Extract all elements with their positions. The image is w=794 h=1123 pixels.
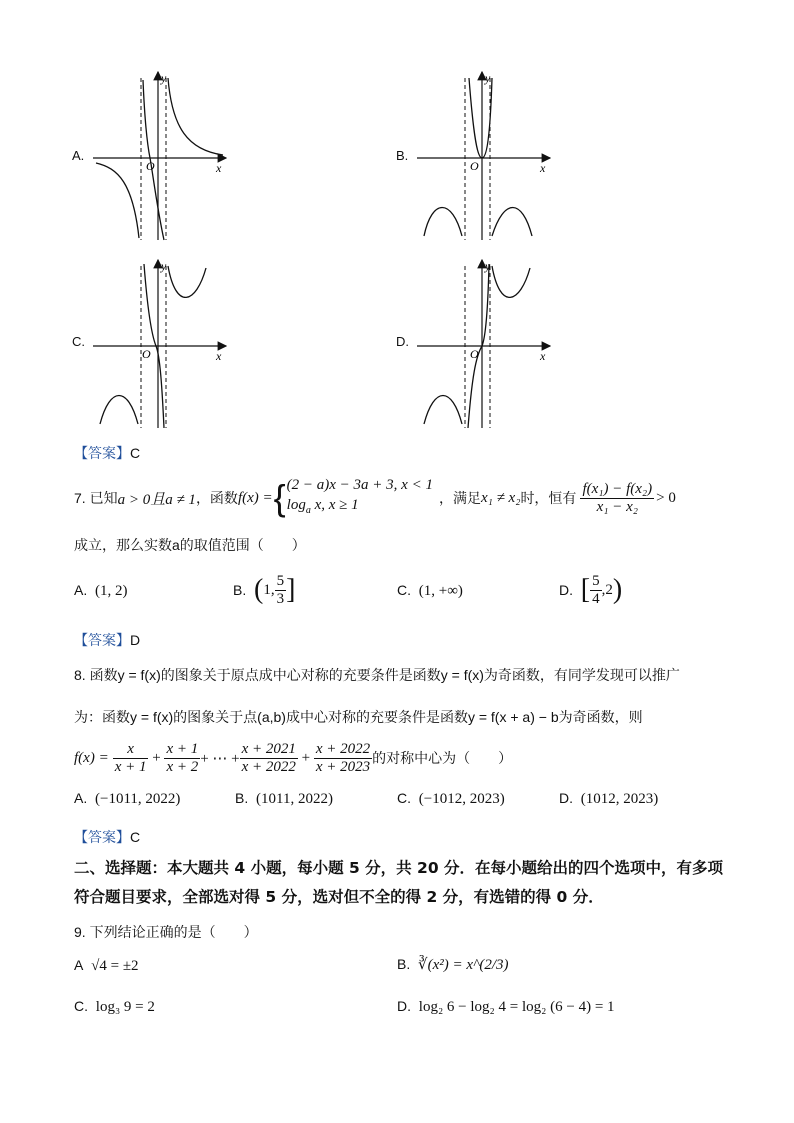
section-2-header: 二、选择题：本大题共 4 小题，每小题 5 分，共 20 分．在每小题给出的四个选项中，有多项 符合题目要求，全部选对得 5 分，选对但不全的得 2 分，有选错的得 0 分． [74, 859, 724, 906]
q8-function: f(x) = $\frac{x}{x + 1}$ + $\frac{x + 1}{x + 2}$ + ⋯ + $\frac{x + 2021}{x + 2022}$ + $\frac{x + 2022}{x + 2023}$ 的对称中心为（ ） [74, 740, 513, 775]
q8-option-b: B. (1011, 2022) [235, 790, 333, 807]
curve-right-branch [492, 208, 532, 237]
curve-middle-branch [469, 78, 492, 158]
x-label: x [540, 349, 546, 363]
curve-right-branch [168, 78, 223, 155]
curve-left-branch [424, 208, 462, 237]
graph-b [412, 68, 562, 243]
x-label: x [216, 349, 222, 363]
q7-text: ，满足 [438, 490, 481, 506]
q6-answer [74, 443, 140, 463]
q7-stem-line2: 成立，那么实数a的取值范围（ ） [74, 537, 306, 553]
q8-option-c: C. (−1012, 2023) [397, 790, 505, 807]
piecewise-function [287, 475, 433, 521]
question-number: 7. [74, 490, 86, 506]
q8-stem-line1: 8. 函数y = f(x)的图象关于原点成中心对称的充要条件是函数y = f(x)为奇函数，有同学发现可以推广 [74, 667, 680, 683]
y-label: y [485, 259, 491, 273]
q7-option-c: C. (1, +∞) [397, 582, 463, 599]
x-label: x [540, 161, 546, 175]
q7-option-a: A. (1, 2) [74, 582, 128, 599]
q7-stem [74, 478, 676, 518]
q7-function-name: f(x) = [237, 489, 273, 506]
graph-d [412, 256, 562, 431]
q8-option-d: D. (1012, 2023) [559, 790, 659, 807]
origin-label: O [470, 159, 479, 173]
fraction-numerator: f(x₁) − f(x₂) [582, 480, 653, 497]
curve-right-branch [168, 266, 206, 297]
answer-value: C [130, 445, 141, 461]
graph-a [88, 68, 238, 243]
q7-option-d: D. [ $\frac{5}{4}$ ,2 ) [559, 572, 623, 607]
origin-label: O [142, 347, 151, 361]
fraction-denominator: x₁ − x₂ [596, 498, 638, 515]
answer-label: 【答案】 [74, 445, 130, 461]
q9-stem: 9. 下列结论正确的是（ ） [74, 924, 258, 940]
curve-left-branch [100, 396, 138, 425]
q7-answer: 【答案】D [74, 632, 141, 648]
graph-option-b-label: B. [396, 148, 409, 163]
q7-text: 时，恒有 [520, 490, 577, 506]
q9-option-d: D. log₂ 6 − log₂ 4 = log₂ (6 − 4) = 1 [397, 998, 615, 1015]
q7-condition-2: x₁ ≠ x₂ [480, 489, 521, 506]
q9-option-c: C. log₃ 9 = 2 [74, 998, 155, 1015]
piece-2: $\log_a x$, x ≥ 1 [286, 497, 359, 516]
q9-option-b: B. ∛(x²) = x^(2/3) [397, 956, 509, 973]
x-label: x [216, 161, 222, 175]
bracket-close-icon: ) [612, 574, 623, 605]
q7-option-b: B. ( 1, $\frac{5}{3}$ ] [233, 572, 296, 607]
y-label: y [161, 259, 167, 273]
q7-text: 已知 [89, 490, 118, 506]
q8-answer: 【答案】C [74, 829, 141, 845]
q7-condition: a > 0且a ≠ 1 [117, 491, 196, 508]
graph-option-a-label: A. [72, 148, 85, 163]
bracket-open-icon: [ [580, 574, 591, 605]
origin-label: O [470, 347, 479, 361]
q8-stem-line2: 为：函数y = f(x)的图象关于点(a,b)成中心对称的充要条件是函数y = f(x + a) − b为奇函数，则 [74, 709, 643, 725]
bracket-close-icon: ] [286, 574, 296, 605]
q7-fraction [580, 481, 654, 516]
origin-label: O [146, 159, 155, 173]
graph-option-c-label: C. [72, 334, 85, 349]
y-label: y [485, 71, 491, 85]
curve-right-branch [492, 266, 530, 297]
q8-option-a: A. (−1011, 2022) [74, 790, 181, 807]
q7-inequality: > 0 [656, 489, 676, 506]
curve-left-branch [424, 396, 462, 425]
graph-c [88, 256, 238, 431]
bracket-open-icon: ( [254, 574, 264, 605]
q7-text: ，函数 [195, 490, 238, 506]
y-label: y [161, 71, 167, 85]
q9-option-a: A √4 = ±2 [74, 957, 139, 974]
brace-icon: { [273, 477, 286, 518]
curve-left-branch [96, 163, 139, 238]
graph-option-d-label: D. [396, 334, 409, 349]
piece-1: (2 − a)x − 3a + 3, x < 1 [286, 477, 433, 493]
